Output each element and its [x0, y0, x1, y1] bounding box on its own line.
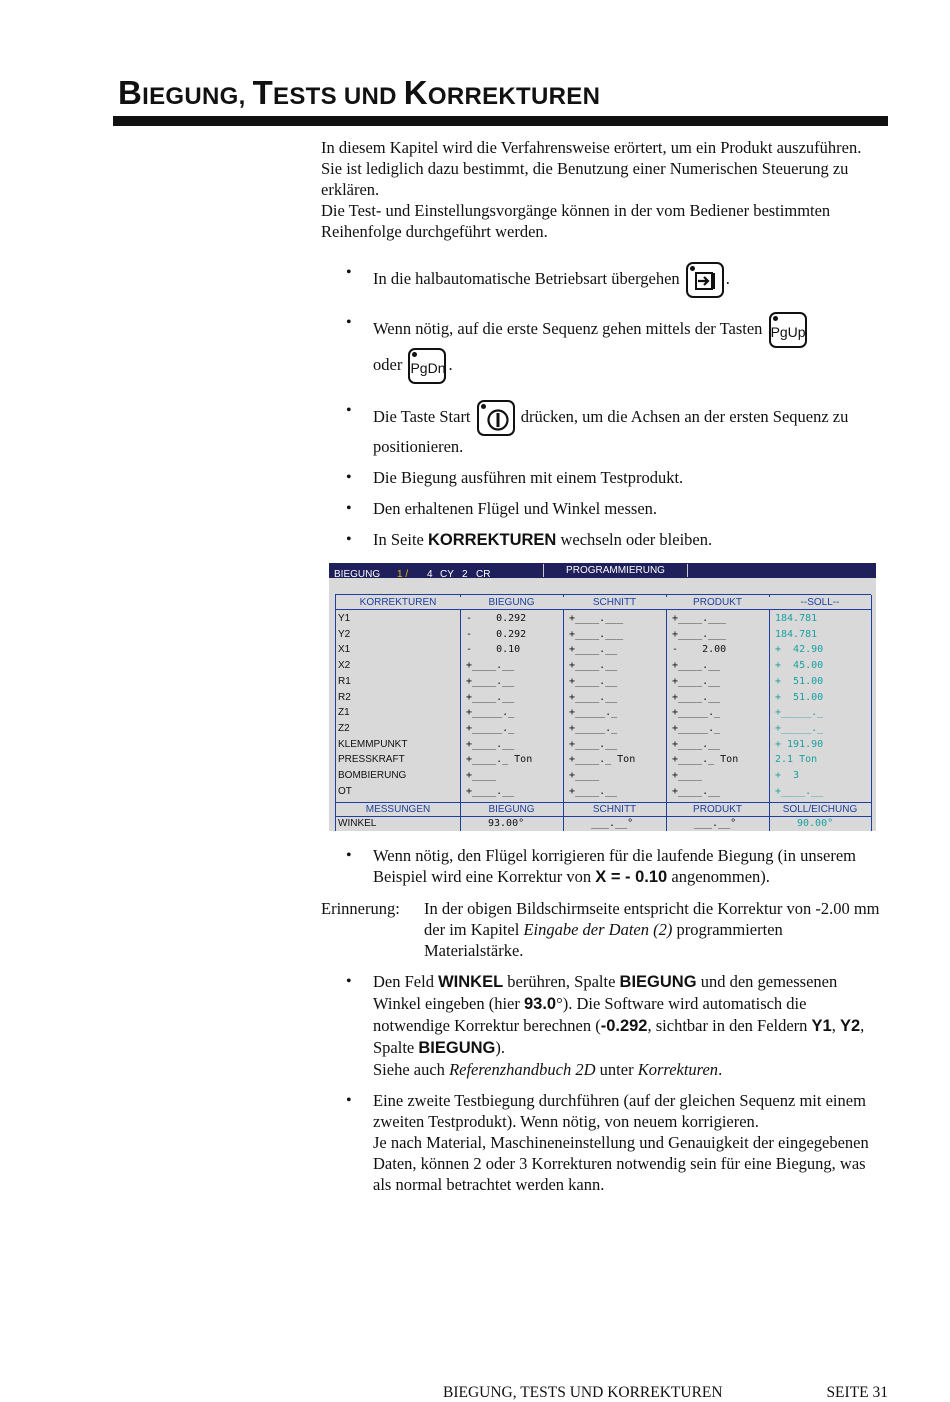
table-cell-biegung[interactable]: - 0.292: [466, 628, 527, 640]
winkel-cell-schnitt[interactable]: ___.__°: [591, 818, 634, 829]
table-cell-schnitt[interactable]: +____.__: [569, 691, 618, 703]
step-semi-auto: • In die halbautomatische Betriebsart übergehen .: [321, 262, 886, 298]
intro-paragraph-2: Die Test- und Einstellungsvorgänge können in der vom Bediener bestimmten Reihenfolge durchgeführt werden.: [321, 201, 831, 241]
step-enter-angle: • Den Feld WINKEL berühren, Spalte BIEGUNG und den gemessenen Winkel eingeben (hier 93.0°). Die Software wird automatisch die notwendige Korrektur berechnen (-0.292, sichtbar in den Feldern Y1, Y2, Spalte BIEGUNG). Siehe auch Referenzhandbuch 2D unter Korrekturen.: [321, 971, 886, 1080]
table-cell-schnitt[interactable]: +____.___: [569, 613, 624, 624]
page-footer: [443, 1384, 888, 1402]
measure-header-biegung: BIEGUNG: [460, 802, 563, 817]
table-row-label: X1: [338, 644, 351, 656]
winkel-label: WINKEL: [338, 818, 377, 829]
table-row-label: BOMBIERUNG: [338, 770, 407, 781]
table-cell-soll[interactable]: 2.1 Ton: [775, 754, 818, 766]
step-bend: • Die Biegung ausführen mit einem Testprodukt.: [321, 467, 886, 488]
title-rule: [113, 116, 888, 126]
table-cell-biegung[interactable]: +_____._: [466, 722, 515, 734]
table-row-label: Z2: [338, 722, 350, 734]
corrections-table: [335, 594, 871, 831]
measure-header-label: MESSUNGEN: [336, 802, 460, 817]
page-number: SEITE 31: [826, 1384, 888, 1401]
table-cell-schnitt[interactable]: +_____._: [569, 722, 618, 734]
table-cell-biegung[interactable]: +_____._: [466, 707, 515, 719]
table-header-soll: --SOLL--: [769, 597, 871, 610]
table-cell-produkt[interactable]: +_____._: [672, 722, 721, 734]
table-cell-biegung[interactable]: +____._ Ton: [466, 754, 533, 766]
table-cell-schnitt[interactable]: +____.__: [569, 738, 618, 750]
table-cell-soll[interactable]: + 191.90: [775, 738, 824, 750]
step-measure: • Den erhaltenen Flügel und Winkel messen.: [321, 498, 886, 519]
step-start: • Die Taste Start drücken, um die Achsen an der ersten Sequenz zu positionieren.: [321, 400, 886, 457]
table-cell-soll[interactable]: + 42.90: [775, 644, 824, 656]
table-cell-produkt[interactable]: +____.___: [672, 628, 727, 640]
intro-paragraph-1: In diesem Kapitel wird die Verfahrensweise erörtert, um ein Produkt auszuführen. Sie ist lediglich dazu bestimmt, die Benutzung einer Numerischen Steuerung zu erklären.: [321, 138, 862, 199]
semi-auto-key-icon: [686, 262, 724, 298]
table-cell-soll[interactable]: +_____._: [775, 707, 824, 719]
measure-header-schnitt: SCHNITT: [563, 802, 666, 817]
step-second-test: • Eine zweite Testbiegung durchführen (auf der gleichen Sequenz mit einem zweiten Testprodukt). Wenn nötig, von neuem korrigieren. Je nach Material, Maschineneinstellung und Genauigkeit der eingegebenen Daten, können 2 oder 3 Korrekturen notwendig sein für eine Biegung, was als normal betrachtet werden kann.: [321, 1090, 886, 1195]
table-cell-soll[interactable]: + 3: [775, 770, 800, 781]
table-row-label: R2: [338, 691, 351, 703]
table-cell-schnitt[interactable]: +____.__: [569, 644, 618, 656]
table-cell-soll[interactable]: +____.__: [775, 785, 824, 797]
table-row-label: OT: [338, 785, 352, 797]
table-cell-biegung[interactable]: +____.__: [466, 691, 515, 703]
measure-header-produkt: PRODUKT: [666, 802, 769, 817]
table-header-label: KORREKTUREN: [336, 597, 460, 610]
winkel-cell-produkt[interactable]: ___.__°: [694, 818, 737, 829]
table-cell-biegung[interactable]: +____.__: [466, 660, 515, 672]
table-cell-biegung[interactable]: +____: [466, 770, 497, 781]
table-cell-biegung[interactable]: +____.__: [466, 738, 515, 750]
table-header-produkt: PRODUKT: [666, 597, 769, 610]
table-cell-biegung[interactable]: - 0.292: [466, 613, 527, 624]
screen-mode-label: PROGRAMMIERUNG: [543, 564, 688, 577]
table-cell-produkt[interactable]: +____.__: [672, 660, 721, 672]
table-row-label: R1: [338, 675, 351, 687]
table-cell-schnitt[interactable]: +____._ Ton: [569, 754, 636, 766]
table-cell-biegung[interactable]: +____.__: [466, 675, 515, 687]
table-cell-biegung[interactable]: +____.__: [466, 785, 515, 797]
pgdn-key-icon: PgDn: [408, 348, 446, 384]
table-cell-schnitt[interactable]: +_____._: [569, 707, 618, 719]
table-cell-biegung[interactable]: - 0.10: [466, 644, 521, 656]
table-cell-schnitt[interactable]: +____.___: [569, 628, 624, 640]
table-cell-soll[interactable]: 184.781: [775, 628, 818, 640]
steps-list: [321, 262, 886, 551]
table-cell-produkt[interactable]: +_____._: [672, 707, 721, 719]
footer-chapter-title: BIEGUNG, TESTS UND KORREKTUREN: [443, 1384, 723, 1401]
table-cell-soll[interactable]: + 51.00: [775, 675, 824, 687]
start-key-icon: [477, 400, 515, 436]
step-corrections-page: • In Seite KORREKTUREN wechseln oder bleiben.: [321, 529, 886, 551]
table-cell-produkt[interactable]: +____: [672, 770, 703, 781]
table-cell-produkt[interactable]: - 2.00: [672, 644, 727, 656]
table-cell-soll[interactable]: + 45.00: [775, 660, 824, 672]
reminder-note: Erinnerung: In der obigen Bildschirmseite entspricht die Korrektur von -2.00 mm der im Kapitel Eingabe der Daten (2) programmierten Materialstärke.: [321, 899, 880, 960]
winkel-cell-soll[interactable]: 90.00°: [797, 818, 834, 829]
table-cell-produkt[interactable]: +____._ Ton: [672, 754, 739, 766]
table-cell-produkt[interactable]: +____.__: [672, 675, 721, 687]
page-title: BIEGUNG, TESTS UND KORREKTUREN: [118, 74, 601, 111]
table-row-label: Y1: [338, 613, 351, 624]
table-row-label: KLEMMPUNKT: [338, 738, 408, 750]
cnc-screen-image: [329, 563, 876, 831]
table-cell-soll[interactable]: + 51.00: [775, 691, 824, 703]
table-cell-soll[interactable]: 184.781: [775, 613, 818, 624]
table-cell-produkt[interactable]: +____.___: [672, 613, 727, 624]
table-row-label: Z1: [338, 707, 350, 719]
winkel-cell-biegung[interactable]: 93.00°: [488, 818, 525, 829]
table-cell-schnitt[interactable]: +____: [569, 770, 600, 781]
table-cell-soll[interactable]: +_____._: [775, 722, 824, 734]
table-row-label: PRESSKRAFT: [338, 754, 405, 766]
table-header-schnitt: SCHNITT: [563, 597, 666, 610]
screen-status-bar: BIEGUNG 1 / 4 CY 2 CR PROGRAMMIERUNG: [329, 563, 876, 578]
table-row-label: Y2: [338, 628, 351, 640]
table-cell-schnitt[interactable]: +____.__: [569, 660, 618, 672]
table-column-label: [336, 595, 461, 831]
table-cell-schnitt[interactable]: +____.__: [569, 675, 618, 687]
table-cell-produkt[interactable]: +____.__: [672, 691, 721, 703]
measure-header-soll: SOLL/EICHUNG: [769, 802, 871, 817]
table-header-biegung: BIEGUNG: [460, 597, 563, 610]
step-first-sequence: • Wenn nötig, auf die erste Sequenz gehen mittels der Tasten PgUp oder PgDn .: [321, 312, 886, 384]
table-cell-schnitt[interactable]: +____.__: [569, 785, 618, 797]
table-row-label: X2: [338, 660, 351, 672]
step-correct-flange: • Wenn nötig, den Flügel korrigieren für die laufende Biegung (in unserem Beispiel wird eine Korrektur von X = - 0.10 angenommen).: [321, 845, 886, 888]
pgup-key-icon: PgUp: [769, 312, 807, 348]
main-content: [321, 137, 886, 1195]
table-cell-produkt[interactable]: +____.__: [672, 785, 721, 797]
table-cell-produkt[interactable]: +____.__: [672, 738, 721, 750]
